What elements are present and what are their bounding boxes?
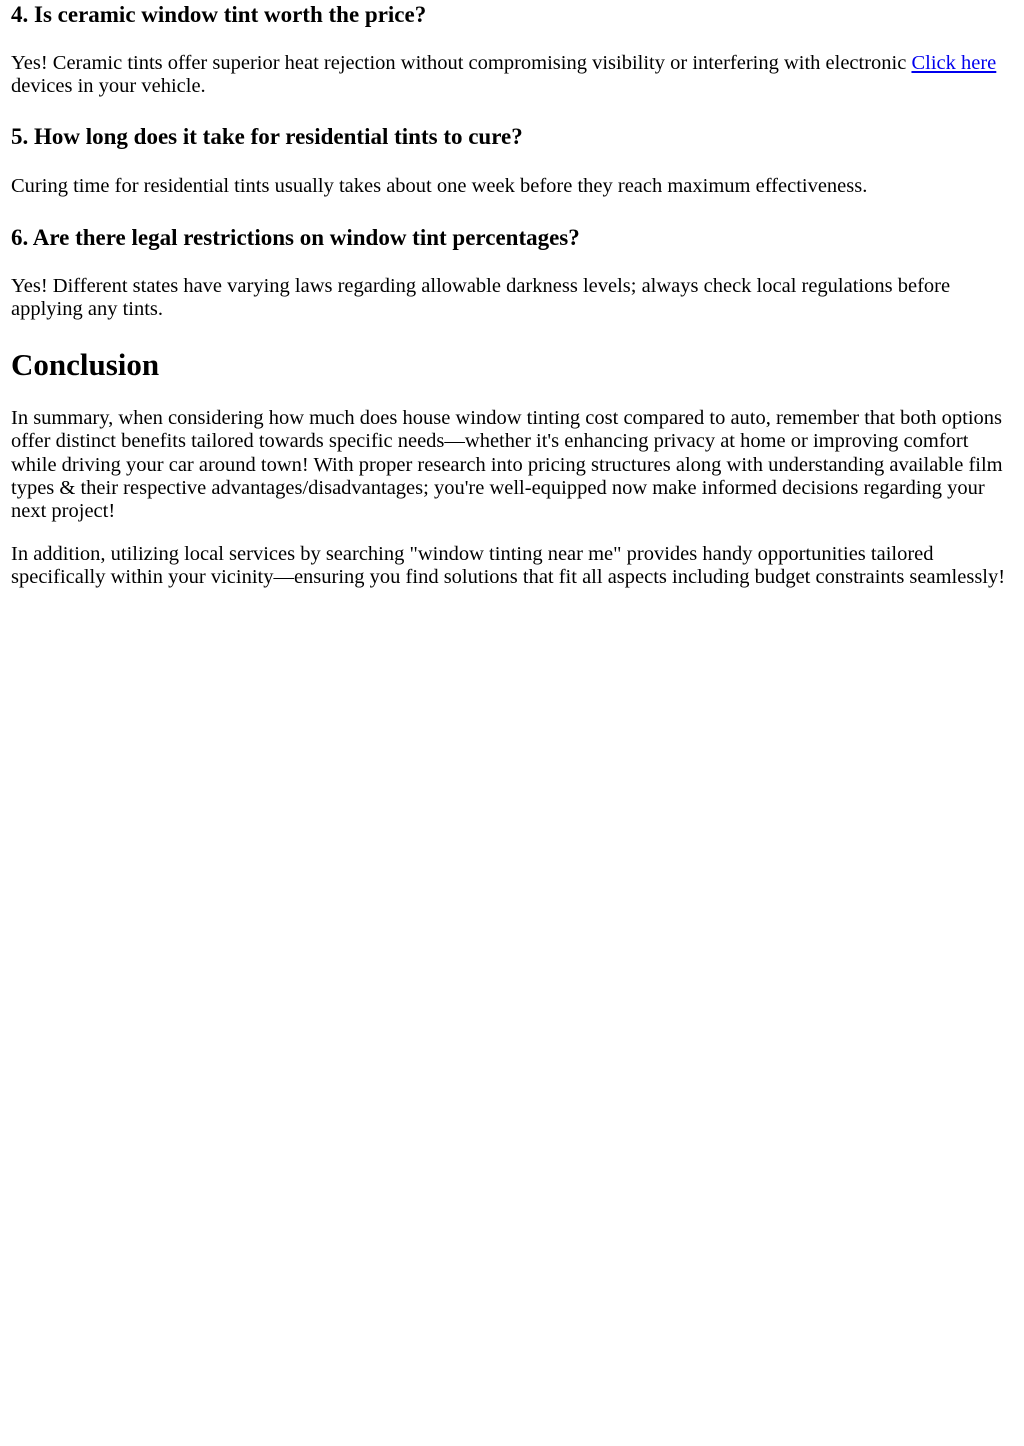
- conclusion-p2-line-2: specifically within your vicinity—ensuring you find solutions that fit all aspects including budget constraints seamlessly!: [11, 566, 1006, 589]
- conclusion-heading: Conclusion: [11, 347, 160, 382]
- faq-answer-4-line-1: [11, 52, 996, 75]
- faq-answer-6: [11, 275, 950, 322]
- conclusion-paragraph-1: [11, 407, 1003, 523]
- click-here-link[interactable]: Click here: [911, 52, 997, 74]
- faq-answer-5-line-1: Curing time for residential tints usually takes about one week before they reach maximum effectiveness.: [11, 175, 868, 197]
- faq-question-6-heading: 6. Are there legal restrictions on window tint percentages?: [11, 225, 580, 250]
- conclusion-p1-line-4: types & their respective advantages/disadvantages; you're well-equipped now make informed decisions regarding your: [11, 476, 985, 499]
- conclusion-paragraph-2: [11, 543, 1005, 590]
- conclusion-p1-line-3: while driving your car around town! With proper research into pricing structures along with understanding available film: [11, 453, 1003, 476]
- faq-answer-6-line-1: Yes! Different states have varying laws regarding allowable darkness levels; always check local regulations before: [11, 275, 951, 297]
- faq-question-5-heading: 5. How long does it take for residential tints to cure?: [11, 124, 523, 149]
- faq-answer-4-line-2: devices in your vehicle.: [11, 75, 206, 98]
- faq-question-4-heading: 4. Is ceramic window tint worth the price?: [11, 2, 427, 27]
- faq-answer-4: [11, 52, 996, 99]
- conclusion-p1-line-1: In summary, when considering how much does house window tinting cost compared to auto, remember that both options: [11, 407, 1003, 429]
- conclusion-p2-line-1: In addition, utilizing local services by searching "window tinting near me" provides handy opportunities tailored: [11, 543, 934, 565]
- faq-answer-4-text: Yes! Ceramic tints offer superior heat rejection without compromising visibility or interfering with electronic: [11, 52, 912, 74]
- conclusion-p1-line-5: next project!: [11, 500, 116, 523]
- conclusion-p1-line-2: offer distinct benefits tailored towards specific needs—whether it's enhancing privacy at home or improving comfort: [11, 430, 969, 453]
- faq-answer-5: [11, 175, 867, 198]
- faq-answer-6-line-2: applying any tints.: [11, 298, 164, 321]
